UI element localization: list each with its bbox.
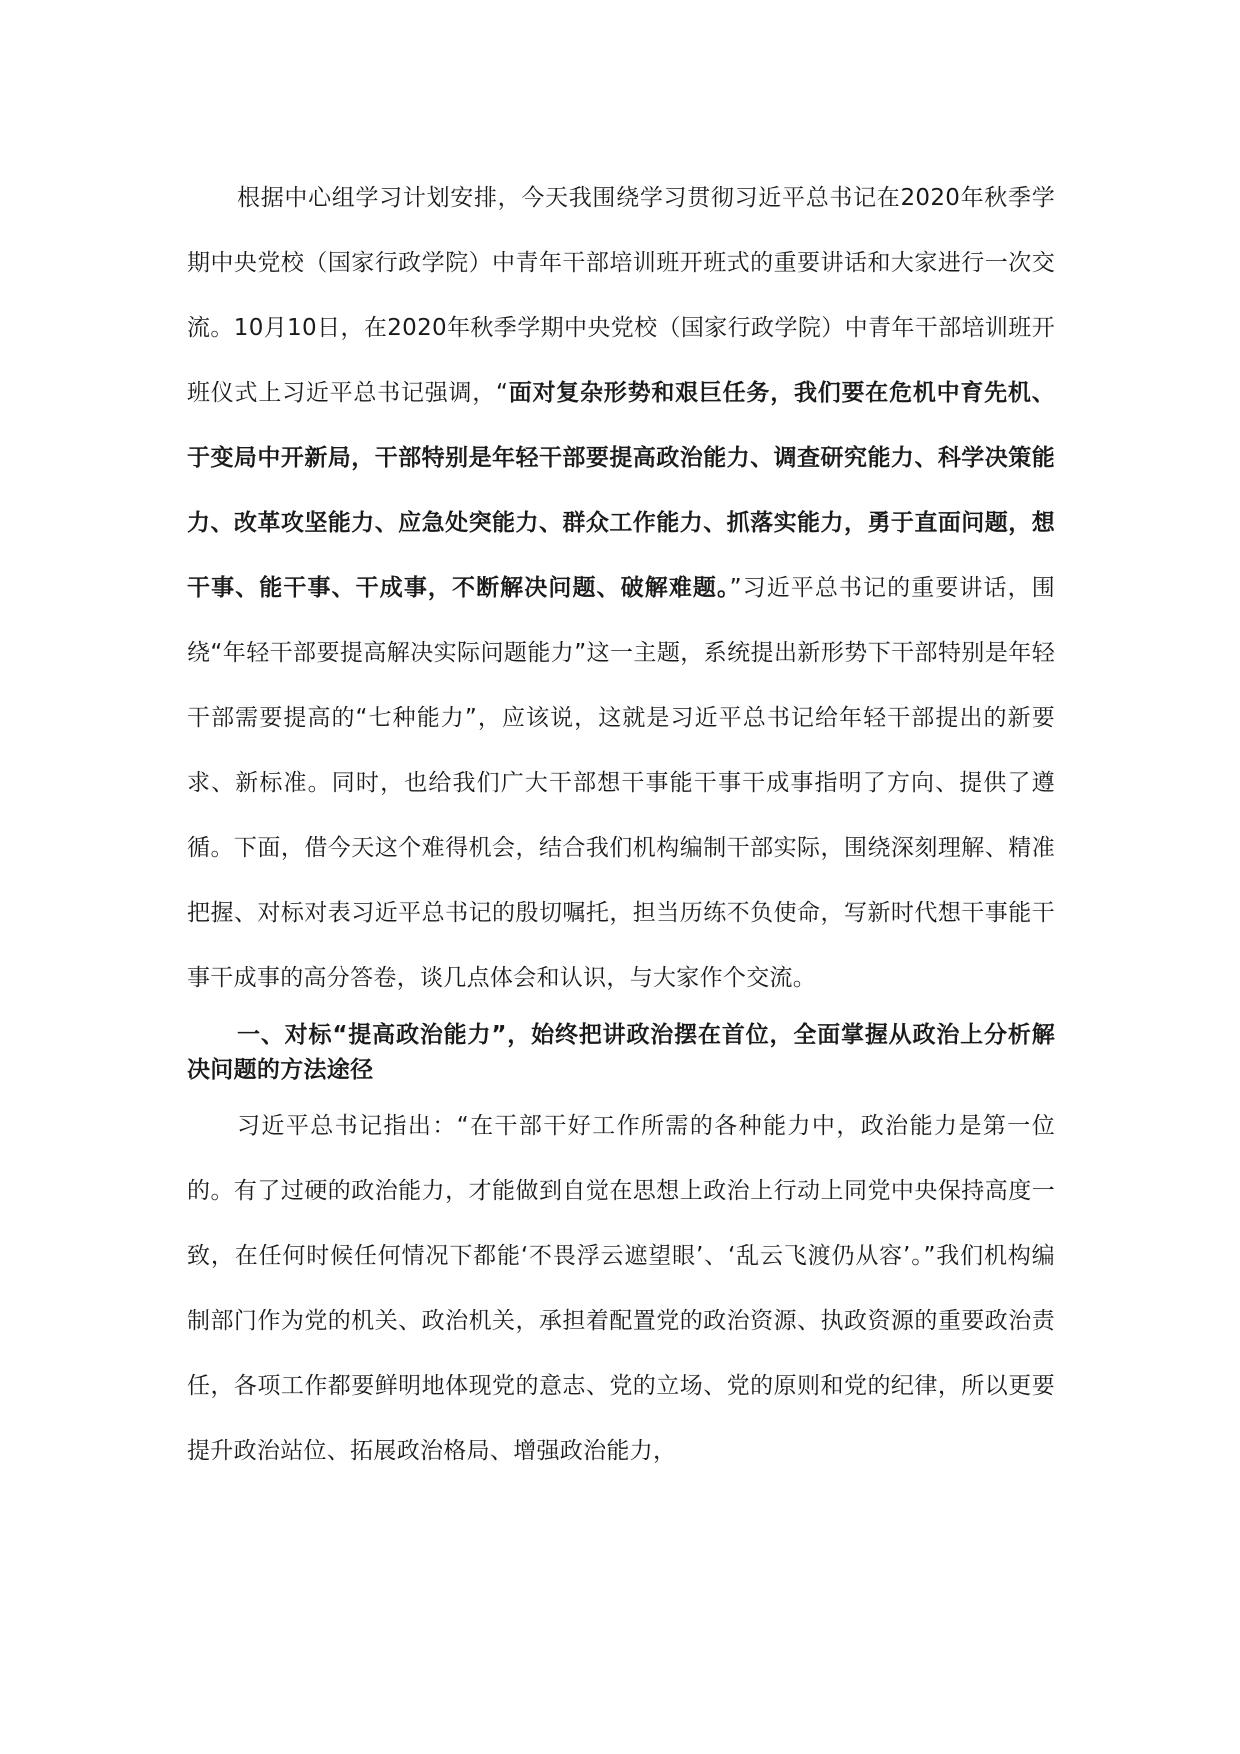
intro-quote-bold: 面对复杂形势和艰巨任务，我们要在危机中育先机、于变局中开新局，干部特别是年轻干部要提高政治能力、调查研究能力、科学决策能力、改革攻坚能力、应急处突能力、群众工作能力、抓落实能力，勇于直面问题，想干事、能干事、干成事，不断解决问题、破解难题。 <box>187 380 1055 601</box>
intro-text-b: ”习近平总书记的重要讲话，围绕“年轻干部要提高解决实际问题能力”这一主题，系统提出新形势下干部特别是年轻干部需要提高的“七种能力”，应该说，这就是习近平总书记给年轻干部提出的新要求、新标准。同时，也给我们广大干部想干事能干事干成事指明了方向、提供了遵循。下面，借今天这个难得机会，结合我们机构编制干部实际，围绕深刻理解、精准把握、对标对表习近平总书记的殷切嘱托，担当历练不负使命，写新时代想干事能干事干成事的高分答卷，谈几点体会和认识，与大家作个交流。 <box>187 575 1055 991</box>
section1-paragraph: 习近平总书记指出：“在干部干好工作所需的各种能力中，政治能力是第一位的。有了过硬的政治能力，才能做到自觉在思想上政治上行动上同党中央保持高度一致，在任何时候任何情况下都能‘不畏浮云遮望眼’、‘乱云飞渡仍从容’。”我们机构编制部门作为党的机关、政治机关，承担着配置党的政治资源、执政资源的重要政治责任，各项工作都要鲜明地体现党的意志、党的立场、党的原则和党的纪律，所以更要提升政治站位、拓展政治格局、增强政治能力， <box>187 1113 1055 1464</box>
section1-heading: 一、对标“提高政治能力”，始终把讲政治摆在首位，全面掌握从政治上分析解决问题的方法途径 <box>187 1022 1055 1083</box>
intro-paragraph <box>187 166 1055 1011</box>
intro-text-a: 根据中心组学习计划安排，今天我围绕学习贯彻习近平总书记在2020年秋季学期中央党校（国家行政学院）中青年干部培训班开班式的重要讲话和大家进行一次交流。10月10日，在2020年秋季学期中央党校（国家行政学院）中青年干部培训班开班仪式上习近平总书记强调，“ <box>187 185 1055 406</box>
document-body <box>187 166 1055 1484</box>
